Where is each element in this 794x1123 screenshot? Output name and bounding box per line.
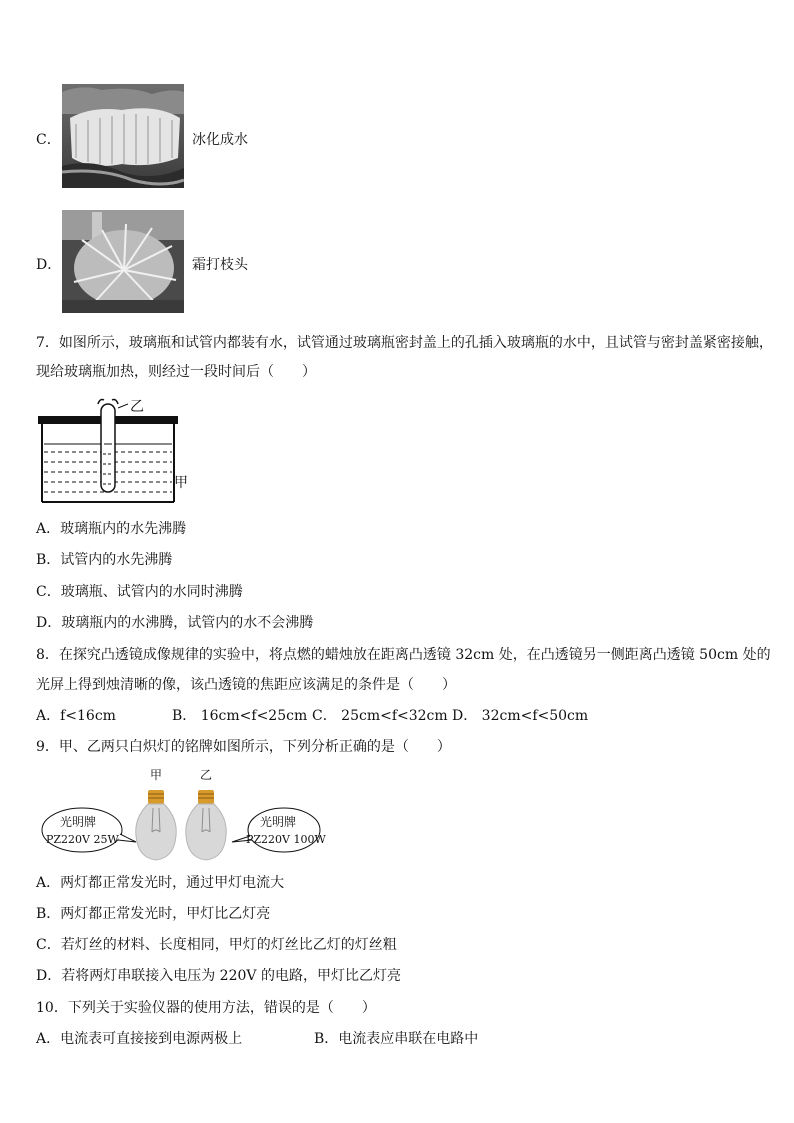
- q10-option-b: B．电流表应串联在电路中: [314, 1031, 479, 1047]
- q7-option-c: C．玻璃瓶、试管内的水同时沸腾: [36, 584, 243, 600]
- q8-option-b: B． 16cm<f<25cm: [172, 708, 308, 724]
- q9-option-d: D．若将两灯串联接入电压为 220V 的电路，甲灯比乙灯亮: [36, 968, 401, 984]
- q9-option-a: A．两灯都正常发光时，通过甲灯电流大: [36, 875, 285, 891]
- bulb-jia-icon: [136, 790, 177, 860]
- q9-lamp2-brand: 光明牌: [260, 815, 297, 829]
- q10-stem: 10．下列关于实验仪器的使用方法，错误的是（ ）: [36, 1000, 376, 1016]
- ice-melting-photo: [62, 84, 184, 188]
- q8-stem-line2: 光屏上得到烛清晰的像，该凸透镜的焦距应该满足的条件是（ ）: [36, 677, 456, 693]
- q7-stem-line2: 现给玻璃瓶加热，则经过一段时间后（ ）: [36, 364, 316, 380]
- q10-option-a: A．电流表可直接接到电源两极上: [36, 1031, 243, 1047]
- q9-lamp2-label: 乙: [200, 768, 213, 782]
- frost-branch-photo: [62, 210, 184, 313]
- q7-label-tube: 乙: [130, 399, 144, 415]
- q9-option-c: C．若灯丝的材料、长度相同，甲灯的灯丝比乙灯的灯丝粗: [36, 937, 397, 953]
- q9-lamp1-brand: 光明牌: [60, 815, 97, 829]
- q8-option-d: D． 32cm<f<50cm: [452, 708, 589, 724]
- q8-option-c: C． 25cm<f<32cm: [312, 708, 448, 724]
- q7-option-d: D．玻璃瓶内的水沸腾，试管内的水不会沸腾: [36, 615, 314, 631]
- bulb-yi-icon: [186, 790, 227, 860]
- q9-lamp2-spec: PZ220V 100W: [246, 833, 326, 846]
- q7-label-bottle: 甲: [174, 475, 188, 491]
- q8-option-a: A．f<16cm: [36, 708, 116, 724]
- q9-stem: 9．甲、乙两只白炽灯的铭牌如图所示，下列分析正确的是（ ）: [36, 739, 451, 755]
- q7-stem-line1: 7．如图所示，玻璃瓶和试管内都装有水，试管通过玻璃瓶密封盖上的孔插入玻璃瓶的水中，且试管与密封盖紧密接触，: [36, 335, 773, 351]
- q9-lamp1-spec: PZ220V 25W: [46, 833, 119, 846]
- q9-lamp1-label: 甲: [150, 768, 163, 782]
- q8-stem-line1: 8．在探究凸透镜成像规律的实验中，将点燃的蜡烛放在距离凸透镜 32cm 处，在凸透镜另一侧距离凸透镜 50cm 处的: [36, 647, 771, 663]
- option-d-text: 霜打枝头: [192, 257, 248, 273]
- q7-option-a: A．玻璃瓶内的水先沸腾: [36, 521, 187, 537]
- option-c-letter: C．: [36, 132, 61, 148]
- q9-option-b: B．两灯都正常发光时，甲灯比乙灯亮: [36, 906, 271, 922]
- q7-option-b: B．试管内的水先沸腾: [36, 552, 173, 568]
- option-c-text: 冰化成水: [192, 132, 248, 148]
- option-d-letter: D．: [36, 257, 62, 273]
